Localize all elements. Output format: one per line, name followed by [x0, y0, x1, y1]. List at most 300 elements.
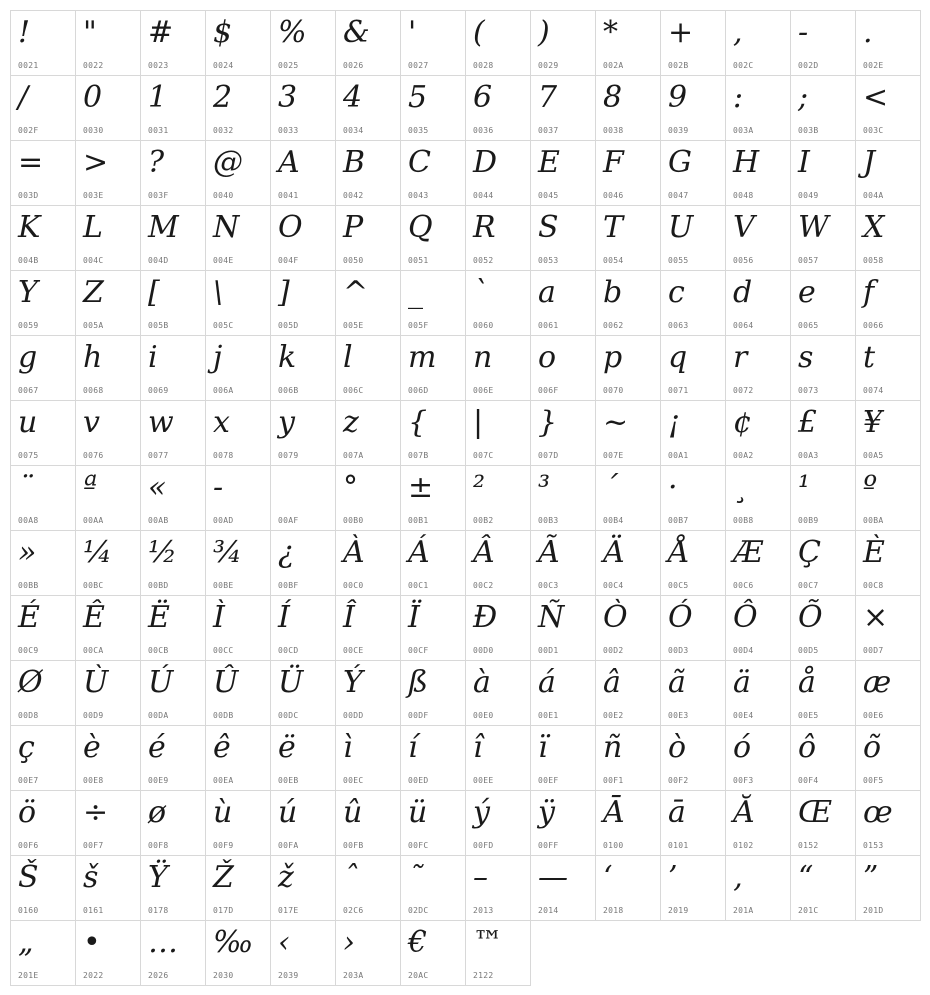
glyph-char: ° [343, 470, 358, 505]
glyph-char: 0 [83, 80, 103, 115]
glyph-code: 00FF [538, 841, 559, 850]
glyph-code: 00B4 [603, 516, 624, 525]
glyph-cell [465, 595, 531, 661]
glyph-code: 0033 [278, 126, 299, 135]
glyph-code: 0101 [668, 841, 689, 850]
glyph-char: ä [733, 665, 751, 700]
glyph-char: W [798, 210, 829, 245]
glyph-code: 00BA [863, 516, 884, 525]
glyph-char: ˆ [343, 860, 358, 895]
glyph-code: 004B [18, 256, 39, 265]
glyph-cell [400, 595, 466, 661]
glyph-cell [140, 140, 206, 206]
glyph-char: ò [668, 730, 687, 765]
glyph-cell [725, 270, 791, 336]
glyph-char: » [18, 535, 37, 570]
glyph-code: 004E [213, 256, 234, 265]
glyph-char: T [603, 210, 624, 245]
glyph-code: 00BF [278, 581, 299, 590]
glyph-cell [335, 335, 401, 401]
glyph-char: û [343, 795, 363, 830]
glyph-char: Á [408, 535, 430, 570]
glyph-char: Ã [538, 535, 560, 570]
glyph-char: _ [408, 275, 423, 310]
glyph-char: ç [18, 730, 35, 765]
glyph-char: V [733, 210, 755, 245]
glyph-code: 0043 [408, 191, 429, 200]
glyph-char: 5 [408, 80, 428, 115]
glyph-cell [660, 790, 726, 856]
glyph-char: è [83, 730, 101, 765]
glyph-char: n [473, 340, 493, 375]
glyph-char: x [213, 405, 230, 440]
glyph-code: 0057 [798, 256, 819, 265]
glyph-char: Â [473, 535, 495, 570]
glyph-cell [10, 140, 76, 206]
glyph-cell [140, 920, 206, 986]
glyph-cell [335, 725, 401, 791]
glyph-cell [75, 335, 141, 401]
glyph-cell [400, 205, 466, 271]
glyph-code: 0067 [18, 386, 39, 395]
glyph-code: 00F3 [733, 776, 754, 785]
glyph-cell [725, 205, 791, 271]
glyph-char: î [473, 730, 483, 765]
glyph-cell [530, 595, 596, 661]
glyph-code: 00AF [278, 516, 299, 525]
glyph-cell [855, 855, 921, 921]
glyph-code: 00B7 [668, 516, 689, 525]
glyph-cell [595, 140, 661, 206]
glyph-cell [660, 725, 726, 791]
glyph-char: Å [668, 535, 690, 570]
glyph-char: « [148, 470, 167, 505]
glyph-char: ” [863, 860, 879, 895]
glyph-code: 007B [408, 451, 429, 460]
glyph-cell [790, 660, 856, 726]
glyph-char: Ù [83, 665, 109, 700]
glyph-char: ø [148, 795, 167, 830]
glyph-char: Î [343, 600, 355, 635]
glyph-code: 0060 [473, 321, 494, 330]
glyph-char: 9 [668, 80, 688, 115]
glyph-cell [465, 855, 531, 921]
glyph-char: g [18, 340, 38, 375]
glyph-char: % [278, 15, 307, 50]
glyph-code: 0023 [148, 61, 169, 70]
glyph-cell [75, 725, 141, 791]
glyph-code: 0036 [473, 126, 494, 135]
glyph-cell [400, 725, 466, 791]
glyph-char: h [83, 340, 103, 375]
glyph-code: 00B1 [408, 516, 429, 525]
glyph-char: “ [798, 860, 814, 895]
glyph-cell [10, 465, 76, 531]
glyph-cell [530, 205, 596, 271]
glyph-code: 00A3 [798, 451, 819, 460]
glyph-code: 00A1 [668, 451, 689, 460]
glyph-cell [75, 400, 141, 466]
glyph-code: 0050 [343, 256, 364, 265]
glyph-code: 0076 [83, 451, 104, 460]
glyph-cell [75, 465, 141, 531]
glyph-code: 00AA [83, 516, 104, 525]
glyph-code: 004F [278, 256, 299, 265]
glyph-code: 00C1 [408, 581, 429, 590]
glyph-cell [400, 270, 466, 336]
glyph-code: 017E [278, 906, 299, 915]
glyph-cell [400, 920, 466, 986]
glyph-cell [270, 270, 336, 336]
glyph-cell [790, 335, 856, 401]
glyph-char: ë [278, 730, 296, 765]
glyph-cell [660, 10, 726, 76]
glyph-code: 005D [278, 321, 299, 330]
glyph-char: 4 [343, 80, 363, 115]
glyph-code: 0026 [343, 61, 364, 70]
glyph-char: ü [408, 795, 428, 830]
glyph-code: 006F [538, 386, 559, 395]
glyph-char: r [733, 340, 748, 375]
glyph-cell [725, 75, 791, 141]
glyph-char: t [863, 340, 876, 375]
glyph-cell [595, 75, 661, 141]
glyph-code: 00DF [408, 711, 429, 720]
glyph-char: ³ [538, 470, 551, 505]
glyph-char: D [473, 145, 498, 180]
glyph-cell [725, 855, 791, 921]
glyph-char: c [668, 275, 685, 310]
glyph-cell [595, 530, 661, 596]
glyph-char: Ó [668, 600, 693, 635]
glyph-char: f [863, 275, 875, 310]
glyph-cell [10, 335, 76, 401]
glyph-cell [530, 790, 596, 856]
glyph-char: ` [473, 275, 488, 310]
glyph-char: { [408, 405, 428, 440]
glyph-char: É [18, 600, 40, 635]
glyph-code: 0041 [278, 191, 299, 200]
glyph-cell [10, 205, 76, 271]
glyph-code: 00B3 [538, 516, 559, 525]
glyph-code: 00A5 [863, 451, 884, 460]
glyph-char: ? [148, 145, 165, 180]
glyph-char: | [473, 405, 484, 440]
glyph-code: 00CE [343, 646, 364, 655]
glyph-cell [205, 790, 271, 856]
glyph-cell [10, 725, 76, 791]
glyph-cell [75, 855, 141, 921]
glyph-cell [530, 140, 596, 206]
glyph-char: m [408, 340, 437, 375]
glyph-char: Ä [603, 535, 625, 570]
glyph-cell [595, 465, 661, 531]
glyph-cell [140, 855, 206, 921]
glyph-code: 00EB [278, 776, 299, 785]
glyph-code: 00CB [148, 646, 169, 655]
glyph-code: 00CC [213, 646, 234, 655]
glyph-char: " [83, 15, 97, 50]
glyph-char: • [83, 925, 101, 960]
glyph-char: a [538, 275, 556, 310]
glyph-cell [140, 205, 206, 271]
glyph-cell [530, 270, 596, 336]
glyph-code: 00E5 [798, 711, 819, 720]
glyph-code: 203A [343, 971, 364, 980]
glyph-code: 00D7 [863, 646, 884, 655]
glyph-code: 0049 [798, 191, 819, 200]
glyph-char: 6 [473, 80, 493, 115]
glyph-cell [855, 595, 921, 661]
glyph-char: ó [733, 730, 752, 765]
glyph-code: 00B8 [733, 516, 754, 525]
glyph-char: ' [408, 15, 417, 50]
glyph-char: á [538, 665, 556, 700]
glyph-char: y [278, 405, 295, 440]
glyph-cell [465, 920, 531, 986]
glyph-char: Y [18, 275, 38, 310]
glyph-code: 002C [733, 61, 754, 70]
glyph-cell [75, 75, 141, 141]
glyph-cell [595, 270, 661, 336]
glyph-code: 0070 [603, 386, 624, 395]
glyph-char: Q [408, 210, 433, 245]
glyph-code: 00D1 [538, 646, 559, 655]
glyph-cell [725, 530, 791, 596]
glyph-cell [465, 530, 531, 596]
glyph-char: . [863, 15, 873, 50]
glyph-code: 003C [863, 126, 884, 135]
glyph-cell [140, 270, 206, 336]
glyph-cell [465, 790, 531, 856]
glyph-code: 004A [863, 191, 884, 200]
glyph-code: 0058 [863, 256, 884, 265]
glyph-char: J [863, 145, 876, 180]
glyph-code: 0065 [798, 321, 819, 330]
glyph-cell [270, 790, 336, 856]
glyph-char: ~ [603, 405, 629, 440]
glyph-code: 00CA [83, 646, 104, 655]
glyph-char: ž [278, 860, 294, 895]
glyph-char: ô [798, 730, 817, 765]
glyph-cell [270, 400, 336, 466]
glyph-cell [660, 335, 726, 401]
glyph-cell [10, 920, 76, 986]
glyph-char: ÿ [538, 795, 555, 830]
glyph-cell [75, 660, 141, 726]
glyph-code: 00DB [213, 711, 234, 720]
glyph-char: ¥ [863, 405, 883, 440]
glyph-char: £ [798, 405, 818, 440]
glyph-code: 007E [603, 451, 624, 460]
glyph-char: O [278, 210, 303, 245]
glyph-code: 00F5 [863, 776, 884, 785]
glyph-code: 00DC [278, 711, 299, 720]
glyph-cell [335, 75, 401, 141]
glyph-code: 0048 [733, 191, 754, 200]
glyph-cell [205, 725, 271, 791]
glyph-cell [790, 855, 856, 921]
glyph-code: 00AD [213, 516, 234, 525]
glyph-code: 00F8 [148, 841, 169, 850]
glyph-cell [660, 75, 726, 141]
glyph-char: Ÿ [148, 860, 168, 895]
glyph-cell [725, 335, 791, 401]
glyph-cell [595, 855, 661, 921]
glyph-char: \ [213, 275, 224, 310]
glyph-code: 0038 [603, 126, 624, 135]
glyph-code: 00D5 [798, 646, 819, 655]
glyph-cell [140, 725, 206, 791]
glyph-code: 0034 [343, 126, 364, 135]
glyph-cell [10, 790, 76, 856]
glyph-char: ý [473, 795, 490, 830]
glyph-code: 2030 [213, 971, 234, 980]
glyph-cell [335, 660, 401, 726]
glyph-cell [790, 140, 856, 206]
glyph-code: 00C9 [18, 646, 39, 655]
glyph-char: Õ [798, 600, 823, 635]
glyph-char: ö [18, 795, 37, 830]
glyph-char: d [733, 275, 753, 310]
glyph-code: 0061 [538, 321, 559, 330]
glyph-char: A [278, 145, 300, 180]
glyph-cell [595, 660, 661, 726]
glyph-code: 00EA [213, 776, 234, 785]
glyph-cell [790, 725, 856, 791]
glyph-cell [855, 75, 921, 141]
glyph-char: à [473, 665, 491, 700]
glyph-code: 0078 [213, 451, 234, 460]
glyph-code: 00C0 [343, 581, 364, 590]
glyph-code: 00EF [538, 776, 559, 785]
glyph-char: ¿ [278, 535, 295, 570]
glyph-code: 0039 [668, 126, 689, 135]
glyph-cell [855, 465, 921, 531]
glyph-char: Š [18, 860, 39, 895]
glyph-cell [75, 10, 141, 76]
glyph-char: È [863, 535, 885, 570]
glyph-code: 0047 [668, 191, 689, 200]
glyph-code: 00E2 [603, 711, 624, 720]
glyph-code: 0027 [408, 61, 429, 70]
glyph-cell [790, 270, 856, 336]
glyph-code: 0031 [148, 126, 169, 135]
glyph-cell [270, 140, 336, 206]
glyph-code: 0029 [538, 61, 559, 70]
glyph-cell [10, 530, 76, 596]
glyph-code: 02C6 [343, 906, 364, 915]
glyph-cell [75, 920, 141, 986]
glyph-cell [595, 10, 661, 76]
glyph-grid [10, 10, 920, 985]
glyph-code: 00F4 [798, 776, 819, 785]
glyph-char: Ú [148, 665, 174, 700]
glyph-code: 00C7 [798, 581, 819, 590]
glyph-code: 0071 [668, 386, 689, 395]
glyph-char: ( [473, 15, 485, 50]
glyph-code: 00CF [408, 646, 429, 655]
glyph-code: 0073 [798, 386, 819, 395]
glyph-code: 00C3 [538, 581, 559, 590]
glyph-code: 0100 [603, 841, 624, 850]
glyph-code: 006A [213, 386, 234, 395]
glyph-code: 00DD [343, 711, 364, 720]
glyph-code: 2014 [538, 906, 559, 915]
glyph-char: K [18, 210, 41, 245]
glyph-code: 0042 [343, 191, 364, 200]
glyph-char: F [603, 145, 624, 180]
glyph-code: 00E1 [538, 711, 559, 720]
glyph-char: o [538, 340, 557, 375]
glyph-code: 003E [83, 191, 104, 200]
glyph-char: < [863, 80, 889, 115]
glyph-char: : [733, 80, 744, 115]
glyph-code: 00E4 [733, 711, 754, 720]
glyph-code: 00C4 [603, 581, 624, 590]
glyph-code: 00DA [148, 711, 169, 720]
glyph-cell [855, 335, 921, 401]
glyph-cell [270, 595, 336, 661]
glyph-code: 201D [863, 906, 884, 915]
glyph-char: N [213, 210, 240, 245]
glyph-code: 017D [213, 906, 234, 915]
glyph-code: 00C2 [473, 581, 494, 590]
glyph-char: ‘ [603, 860, 613, 895]
glyph-char: G [668, 145, 692, 180]
glyph-char: — [538, 860, 568, 895]
glyph-code: 003D [18, 191, 39, 200]
glyph-code: 0152 [798, 841, 819, 850]
glyph-code: 005F [408, 321, 429, 330]
glyph-char: Ò [603, 600, 628, 635]
glyph-char: ¡ [668, 405, 681, 440]
glyph-code: 00C6 [733, 581, 754, 590]
glyph-char: / [18, 80, 29, 115]
glyph-cell [335, 10, 401, 76]
glyph-char: # [148, 15, 174, 50]
glyph-char: š [83, 860, 99, 895]
glyph-char: ² [473, 470, 486, 505]
glyph-cell [660, 530, 726, 596]
glyph-cell [790, 75, 856, 141]
glyph-cell [465, 335, 531, 401]
glyph-cell [335, 465, 401, 531]
glyph-cell [400, 335, 466, 401]
glyph-code: 00B0 [343, 516, 364, 525]
glyph-char: Ì [213, 600, 225, 635]
glyph-char: Ž [213, 860, 234, 895]
glyph-code: 2039 [278, 971, 299, 980]
glyph-cell [140, 530, 206, 596]
glyph-char: ˜ [408, 860, 423, 895]
glyph-code: 00F9 [213, 841, 234, 850]
glyph-cell [205, 10, 271, 76]
glyph-char: Ă [733, 795, 755, 830]
glyph-code: 002A [603, 61, 624, 70]
glyph-code: 00FA [278, 841, 299, 850]
glyph-char: j [213, 340, 223, 375]
glyph-cell [400, 75, 466, 141]
glyph-char: C [408, 145, 431, 180]
glyph-cell [530, 10, 596, 76]
glyph-code: 003B [798, 126, 819, 135]
glyph-cell [270, 725, 336, 791]
glyph-cell [595, 595, 661, 661]
glyph-cell [790, 595, 856, 661]
glyph-char: ) [538, 15, 550, 50]
glyph-cell [530, 725, 596, 791]
